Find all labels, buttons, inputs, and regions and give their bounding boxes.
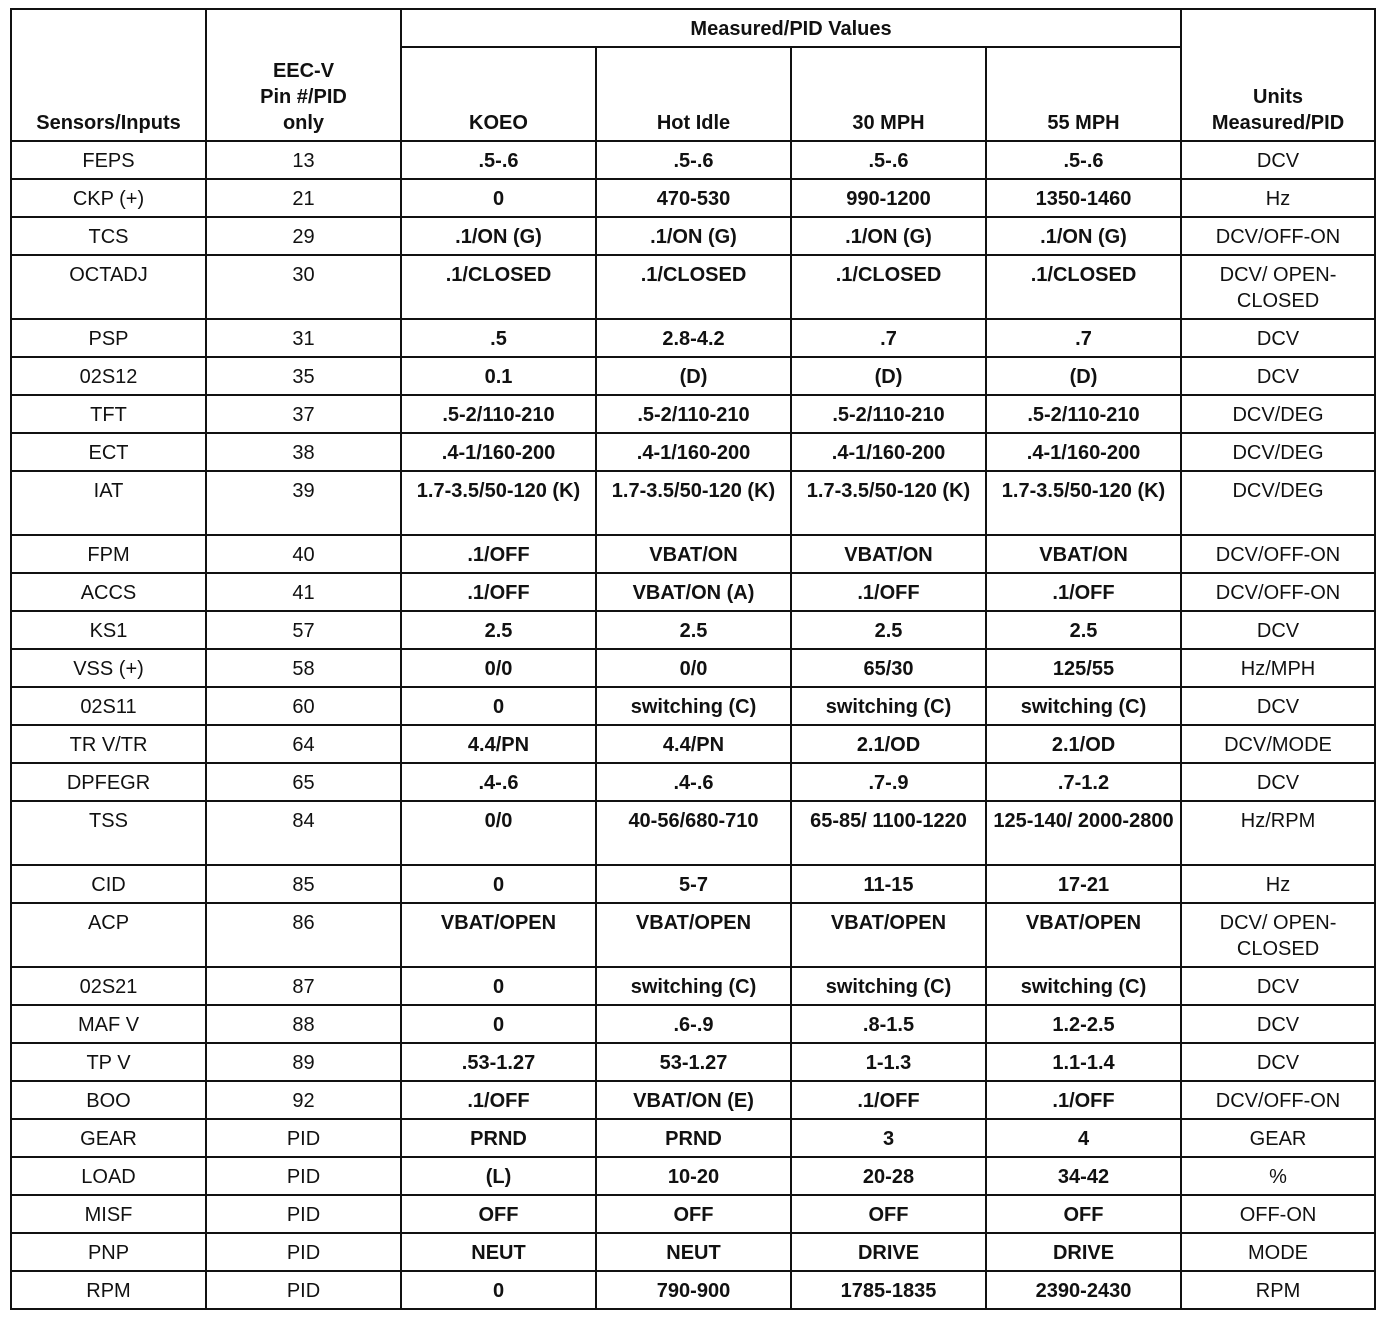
cell-55-mph: .7-1.2: [986, 763, 1181, 801]
header-pin: [206, 9, 401, 141]
header-30-mph: 30 MPH: [791, 47, 986, 141]
cell-units: DCV/DEG: [1181, 395, 1375, 433]
cell-koeo: .5-.6: [401, 141, 596, 179]
cell-55-mph: switching (C): [986, 967, 1181, 1005]
cell-sensor: ECT: [11, 433, 206, 471]
cell-sensor: PSP: [11, 319, 206, 357]
cell-55-mph: .1/OFF: [986, 1081, 1181, 1119]
cell-sensor: IAT: [11, 471, 206, 535]
cell-pin: PID: [206, 1157, 401, 1195]
cell-koeo: (L): [401, 1157, 596, 1195]
cell-pin: 89: [206, 1043, 401, 1081]
cell-30-mph: 20-28: [791, 1157, 986, 1195]
cell-30-mph: 1.7-3.5/50-120 (K): [791, 471, 986, 535]
cell-55-mph: OFF: [986, 1195, 1181, 1233]
table-row: [11, 179, 1375, 217]
cell-30-mph: (D): [791, 357, 986, 395]
cell-30-mph: .1/CLOSED: [791, 255, 986, 319]
table-row: [11, 1233, 1375, 1271]
cell-55-mph: VBAT/OPEN: [986, 903, 1181, 967]
cell-55-mph: 34-42: [986, 1157, 1181, 1195]
cell-sensor: OCTADJ: [11, 255, 206, 319]
cell-koeo: .5: [401, 319, 596, 357]
cell-55-mph: (D): [986, 357, 1181, 395]
cell-30-mph: .1/OFF: [791, 1081, 986, 1119]
cell-sensor: KS1: [11, 611, 206, 649]
table-row: [11, 1271, 1375, 1309]
cell-hot-idle: VBAT/OPEN: [596, 903, 791, 967]
cell-55-mph: .1/ON (G): [986, 217, 1181, 255]
cell-pin: 88: [206, 1005, 401, 1043]
cell-pin: 86: [206, 903, 401, 967]
cell-sensor: 02S21: [11, 967, 206, 1005]
header-units: [1181, 9, 1375, 141]
table-row: [11, 573, 1375, 611]
header-units-line-2: Measured/PID: [1211, 112, 1345, 134]
cell-hot-idle: 790-900: [596, 1271, 791, 1309]
cell-sensor: TR V/TR: [11, 725, 206, 763]
cell-koeo: 0/0: [401, 801, 596, 865]
cell-30-mph: OFF: [791, 1195, 986, 1233]
cell-55-mph: 4: [986, 1119, 1181, 1157]
cell-units: DCV: [1181, 763, 1375, 801]
cell-koeo: 0: [401, 687, 596, 725]
cell-30-mph: .5-2/110-210: [791, 395, 986, 433]
table-row: [11, 903, 1375, 967]
cell-pin: 84: [206, 801, 401, 865]
cell-koeo: OFF: [401, 1195, 596, 1233]
table-row: [11, 801, 1375, 865]
cell-30-mph: 990-1200: [791, 179, 986, 217]
cell-30-mph: 1785-1835: [791, 1271, 986, 1309]
cell-55-mph: switching (C): [986, 687, 1181, 725]
cell-units: RPM: [1181, 1271, 1375, 1309]
pid-values-table: [10, 8, 1376, 1310]
table-row: [11, 865, 1375, 903]
cell-sensor: 02S12: [11, 357, 206, 395]
table-row: [11, 649, 1375, 687]
cell-sensor: GEAR: [11, 1119, 206, 1157]
cell-hot-idle: 470-530: [596, 179, 791, 217]
table-row: [11, 1195, 1375, 1233]
cell-hot-idle: .5-2/110-210: [596, 395, 791, 433]
cell-pin: PID: [206, 1233, 401, 1271]
table-row: [11, 611, 1375, 649]
table-row: [11, 217, 1375, 255]
cell-hot-idle: VBAT/ON (E): [596, 1081, 791, 1119]
table-row: [11, 967, 1375, 1005]
cell-pin: 40: [206, 535, 401, 573]
cell-30-mph: DRIVE: [791, 1233, 986, 1271]
cell-hot-idle: switching (C): [596, 687, 791, 725]
cell-units: GEAR: [1181, 1119, 1375, 1157]
cell-koeo: 4.4/PN: [401, 725, 596, 763]
cell-hot-idle: 5-7: [596, 865, 791, 903]
cell-koeo: 0: [401, 1271, 596, 1309]
cell-hot-idle: 4.4/PN: [596, 725, 791, 763]
cell-sensor: LOAD: [11, 1157, 206, 1195]
cell-units: DCV/ OPEN-CLOSED: [1181, 255, 1375, 319]
cell-pin: 58: [206, 649, 401, 687]
cell-30-mph: .8-1.5: [791, 1005, 986, 1043]
table-row: [11, 141, 1375, 179]
header-pin-line-1: EEC-V: [272, 60, 335, 82]
cell-koeo: NEUT: [401, 1233, 596, 1271]
table-row: [11, 1043, 1375, 1081]
table-body: [11, 141, 1375, 1309]
cell-pin: 30: [206, 255, 401, 319]
cell-30-mph: switching (C): [791, 687, 986, 725]
cell-units: DCV/ OPEN-CLOSED: [1181, 903, 1375, 967]
cell-koeo: 0.1: [401, 357, 596, 395]
table-row: [11, 1157, 1375, 1195]
cell-sensor: TP V: [11, 1043, 206, 1081]
cell-hot-idle: OFF: [596, 1195, 791, 1233]
cell-55-mph: 125/55: [986, 649, 1181, 687]
cell-hot-idle: 0/0: [596, 649, 791, 687]
header-units-line-1: Units: [1253, 86, 1304, 108]
header-pin-line-2: Pin #/PID: [260, 86, 347, 108]
cell-pin: 38: [206, 433, 401, 471]
table-row: [11, 433, 1375, 471]
cell-30-mph: .1/OFF: [791, 573, 986, 611]
table-row: [11, 395, 1375, 433]
cell-pin: 64: [206, 725, 401, 763]
table-row: [11, 687, 1375, 725]
header-hot-idle: Hot Idle: [596, 47, 791, 141]
cell-sensor: RPM: [11, 1271, 206, 1309]
table-row: [11, 535, 1375, 573]
cell-koeo: .1/OFF: [401, 535, 596, 573]
cell-sensor: FPM: [11, 535, 206, 573]
cell-units: DCV/DEG: [1181, 433, 1375, 471]
cell-koeo: 0: [401, 179, 596, 217]
cell-pin: PID: [206, 1271, 401, 1309]
cell-sensor: FEPS: [11, 141, 206, 179]
cell-pin: 41: [206, 573, 401, 611]
cell-koeo: PRND: [401, 1119, 596, 1157]
cell-30-mph: 2.1/OD: [791, 725, 986, 763]
cell-hot-idle: 40-56/680-710: [596, 801, 791, 865]
cell-pin: 92: [206, 1081, 401, 1119]
cell-pin: 29: [206, 217, 401, 255]
cell-koeo: 2.5: [401, 611, 596, 649]
cell-units: DCV: [1181, 967, 1375, 1005]
cell-pin: 57: [206, 611, 401, 649]
cell-koeo: .4-.6: [401, 763, 596, 801]
cell-sensor: TSS: [11, 801, 206, 865]
cell-sensor: DPFEGR: [11, 763, 206, 801]
cell-30-mph: 11-15: [791, 865, 986, 903]
cell-pin: 87: [206, 967, 401, 1005]
cell-units: DCV/MODE: [1181, 725, 1375, 763]
cell-55-mph: 1.7-3.5/50-120 (K): [986, 471, 1181, 535]
cell-hot-idle: VBAT/ON (A): [596, 573, 791, 611]
cell-55-mph: VBAT/ON: [986, 535, 1181, 573]
cell-30-mph: 3: [791, 1119, 986, 1157]
header-55-mph: 55 MPH: [986, 47, 1181, 141]
cell-sensor: TCS: [11, 217, 206, 255]
cell-units: MODE: [1181, 1233, 1375, 1271]
cell-koeo: .1/OFF: [401, 573, 596, 611]
cell-units: Hz: [1181, 865, 1375, 903]
cell-55-mph: 1350-1460: [986, 179, 1181, 217]
cell-units: DCV: [1181, 1005, 1375, 1043]
cell-55-mph: 2.5: [986, 611, 1181, 649]
cell-55-mph: DRIVE: [986, 1233, 1181, 1271]
cell-koeo: VBAT/OPEN: [401, 903, 596, 967]
header-pin-line-3: only: [282, 112, 325, 134]
cell-sensor: MAF V: [11, 1005, 206, 1043]
cell-sensor: VSS (+): [11, 649, 206, 687]
cell-hot-idle: (D): [596, 357, 791, 395]
cell-koeo: .53-1.27: [401, 1043, 596, 1081]
header-koeo: KOEO: [401, 47, 596, 141]
cell-units: DCV/DEG: [1181, 471, 1375, 535]
cell-hot-idle: 1.7-3.5/50-120 (K): [596, 471, 791, 535]
cell-hot-idle: switching (C): [596, 967, 791, 1005]
cell-pin: 60: [206, 687, 401, 725]
cell-30-mph: 1-1.3: [791, 1043, 986, 1081]
table-row: [11, 725, 1375, 763]
cell-55-mph: .5-.6: [986, 141, 1181, 179]
cell-55-mph: .4-1/160-200: [986, 433, 1181, 471]
cell-units: DCV: [1181, 141, 1375, 179]
table-row: [11, 255, 1375, 319]
cell-koeo: 0: [401, 967, 596, 1005]
cell-hot-idle: .4-.6: [596, 763, 791, 801]
cell-sensor: ACCS: [11, 573, 206, 611]
cell-55-mph: 2390-2430: [986, 1271, 1181, 1309]
cell-55-mph: .5-2/110-210: [986, 395, 1181, 433]
cell-units: DCV: [1181, 611, 1375, 649]
cell-55-mph: 1.2-2.5: [986, 1005, 1181, 1043]
pid-values-sheet: [10, 8, 1376, 1310]
cell-hot-idle: NEUT: [596, 1233, 791, 1271]
cell-30-mph: .5-.6: [791, 141, 986, 179]
cell-koeo: 1.7-3.5/50-120 (K): [401, 471, 596, 535]
cell-sensor: CID: [11, 865, 206, 903]
table-row: [11, 1005, 1375, 1043]
cell-hot-idle: 2.5: [596, 611, 791, 649]
cell-30-mph: .7-.9: [791, 763, 986, 801]
cell-55-mph: .1/OFF: [986, 573, 1181, 611]
cell-sensor: TFT: [11, 395, 206, 433]
cell-30-mph: 65-85/ 1100-1220: [791, 801, 986, 865]
cell-sensor: 02S11: [11, 687, 206, 725]
table-row: [11, 319, 1375, 357]
cell-units: DCV/OFF-ON: [1181, 217, 1375, 255]
cell-units: DCV/OFF-ON: [1181, 1081, 1375, 1119]
cell-55-mph: 125-140/ 2000-2800: [986, 801, 1181, 865]
cell-hot-idle: .1/ON (G): [596, 217, 791, 255]
cell-55-mph: 17-21: [986, 865, 1181, 903]
table-row: [11, 357, 1375, 395]
cell-pin: 13: [206, 141, 401, 179]
cell-pin: 35: [206, 357, 401, 395]
cell-pin: 31: [206, 319, 401, 357]
cell-sensor: MISF: [11, 1195, 206, 1233]
cell-pin: 85: [206, 865, 401, 903]
cell-hot-idle: 2.8-4.2: [596, 319, 791, 357]
cell-pin: PID: [206, 1195, 401, 1233]
cell-30-mph: .1/ON (G): [791, 217, 986, 255]
cell-hot-idle: .6-.9: [596, 1005, 791, 1043]
cell-55-mph: .7: [986, 319, 1181, 357]
cell-koeo: 0/0: [401, 649, 596, 687]
cell-units: DCV: [1181, 1043, 1375, 1081]
cell-pin: 39: [206, 471, 401, 535]
cell-30-mph: 65/30: [791, 649, 986, 687]
cell-units: DCV/OFF-ON: [1181, 573, 1375, 611]
cell-hot-idle: 10-20: [596, 1157, 791, 1195]
cell-hot-idle: PRND: [596, 1119, 791, 1157]
cell-hot-idle: 53-1.27: [596, 1043, 791, 1081]
cell-units: DCV/OFF-ON: [1181, 535, 1375, 573]
cell-pin: 21: [206, 179, 401, 217]
cell-30-mph: .4-1/160-200: [791, 433, 986, 471]
cell-55-mph: 1.1-1.4: [986, 1043, 1181, 1081]
cell-hot-idle: .4-1/160-200: [596, 433, 791, 471]
cell-koeo: 0: [401, 865, 596, 903]
cell-pin: 37: [206, 395, 401, 433]
cell-units: DCV: [1181, 319, 1375, 357]
cell-koeo: .1/ON (G): [401, 217, 596, 255]
cell-koeo: .1/OFF: [401, 1081, 596, 1119]
cell-30-mph: VBAT/OPEN: [791, 903, 986, 967]
cell-sensor: PNP: [11, 1233, 206, 1271]
cell-units: Hz/MPH: [1181, 649, 1375, 687]
cell-hot-idle: .5-.6: [596, 141, 791, 179]
table-row: [11, 1081, 1375, 1119]
cell-koeo: .5-2/110-210: [401, 395, 596, 433]
cell-units: Hz: [1181, 179, 1375, 217]
cell-units: Hz/RPM: [1181, 801, 1375, 865]
cell-30-mph: VBAT/ON: [791, 535, 986, 573]
header-measured-group: Measured/PID Values: [401, 9, 1181, 47]
cell-hot-idle: .1/CLOSED: [596, 255, 791, 319]
cell-units: DCV: [1181, 687, 1375, 725]
cell-30-mph: 2.5: [791, 611, 986, 649]
cell-units: OFF-ON: [1181, 1195, 1375, 1233]
cell-pin: PID: [206, 1119, 401, 1157]
cell-30-mph: .7: [791, 319, 986, 357]
cell-hot-idle: VBAT/ON: [596, 535, 791, 573]
cell-koeo: 0: [401, 1005, 596, 1043]
cell-units: %: [1181, 1157, 1375, 1195]
cell-30-mph: switching (C): [791, 967, 986, 1005]
cell-koeo: .1/CLOSED: [401, 255, 596, 319]
table-row: [11, 763, 1375, 801]
header-sensors: Sensors/Inputs: [11, 9, 206, 141]
table-row: [11, 1119, 1375, 1157]
cell-sensor: ACP: [11, 903, 206, 967]
cell-sensor: CKP (+): [11, 179, 206, 217]
table-row: [11, 471, 1375, 535]
cell-55-mph: .1/CLOSED: [986, 255, 1181, 319]
cell-55-mph: 2.1/OD: [986, 725, 1181, 763]
cell-pin: 65: [206, 763, 401, 801]
cell-units: DCV: [1181, 357, 1375, 395]
cell-sensor: BOO: [11, 1081, 206, 1119]
cell-koeo: .4-1/160-200: [401, 433, 596, 471]
